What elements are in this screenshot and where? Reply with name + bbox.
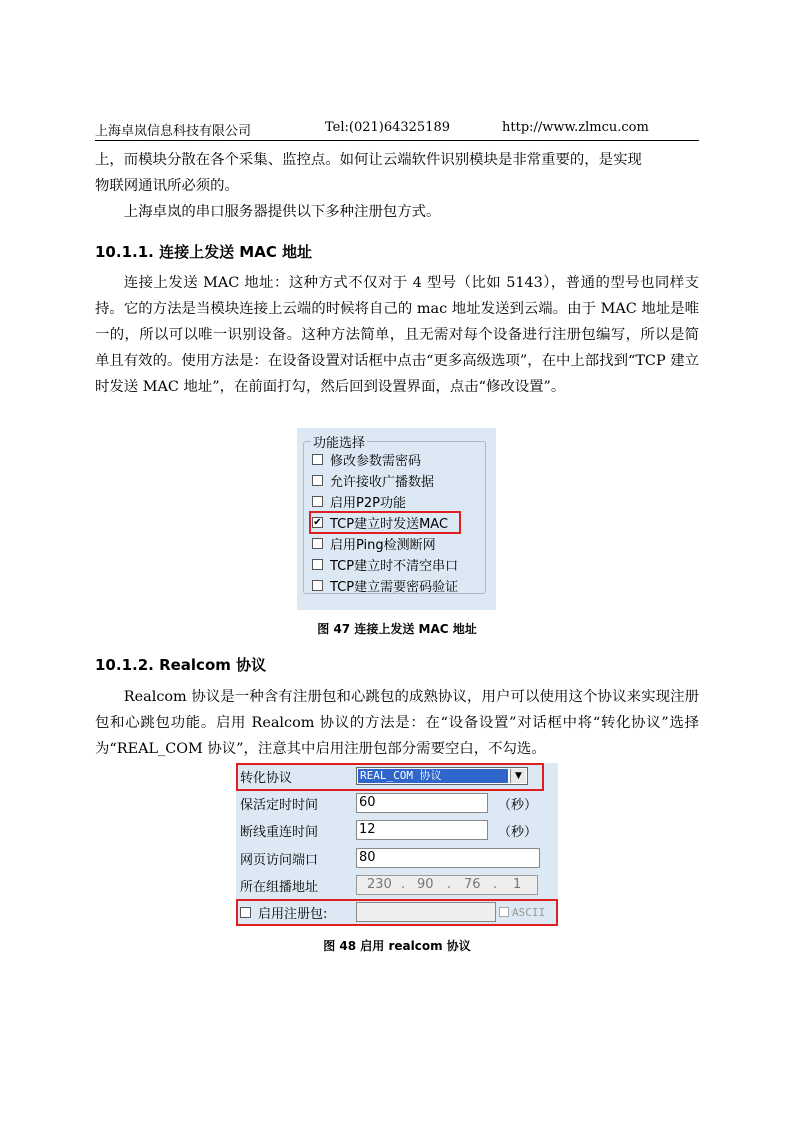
option-label: TCP建立时发送MAC bbox=[330, 517, 449, 532]
highlight-box bbox=[309, 511, 461, 534]
keepalive-label: 保活定时时间 bbox=[240, 798, 319, 813]
section-mac-body: 连接上发送 MAC 地址：这种方式不仅对于 4 型号（比如 5143），普通的型号也同样支持。它的方法是当模块连接上云端的时候将自己的 mac 地址发送到云端。由于 MAC 地址是唯一的，所以可以唯一识别设备。这种方法简单，且无需对每个设备进行注册包编写，所以是简单且有效的。使用方法是：在设备设置对话框中点击“更多高级选项”，在中上部找到“TCP 建立时发送 MAC 地址”，在前面打勾，然后回到设置界面，点击“修改设置”。 bbox=[95, 275, 699, 395]
checkbox-icon[interactable] bbox=[312, 580, 323, 591]
option-label: TCP建立时不清空串口 bbox=[330, 559, 459, 574]
option-password-verify[interactable] bbox=[312, 576, 458, 595]
header-url: http://www.zlmcu.com bbox=[502, 120, 649, 135]
header-company: 上海卓岚信息科技有限公司 bbox=[95, 124, 252, 139]
ip-octet-3: 76 bbox=[464, 877, 481, 892]
webport-input[interactable]: 80 bbox=[356, 848, 540, 868]
protocol-selected-value: REAL_COM 协议 bbox=[358, 769, 508, 783]
page-header bbox=[95, 120, 699, 138]
keepalive-input[interactable]: 60 bbox=[356, 793, 488, 813]
webport-label: 网页访问端口 bbox=[240, 853, 319, 868]
figure-47-caption: 图 47 连接上发送 MAC 地址 bbox=[317, 622, 477, 636]
protocol-label: 转化协议 bbox=[240, 771, 293, 786]
multicast-ip-input[interactable]: 230 . 90 . 76 . 1 bbox=[356, 875, 538, 895]
register-label: 启用注册包: bbox=[258, 906, 328, 922]
chevron-down-icon[interactable]: ▼ bbox=[510, 769, 526, 783]
section-heading-mac: 10.1.1. 连接上发送 MAC 地址 bbox=[95, 243, 313, 261]
ascii-label: ASCII bbox=[512, 905, 546, 919]
intro-line-2: 物联网通讯所必须的。 bbox=[95, 178, 239, 194]
intro-line-1: 上，而模块分散在各个采集、监控点。如何让云端软件识别模块是非常重要的，是实现 bbox=[95, 152, 642, 168]
highlight-box-register bbox=[236, 899, 558, 926]
multicast-label: 所在组播地址 bbox=[240, 880, 319, 895]
reconnect-input[interactable]: 12 bbox=[356, 820, 488, 840]
checkbox-icon[interactable] bbox=[312, 475, 323, 486]
intro-paragraph-2: 上海卓岚的串口服务器提供以下多种注册包方式。 bbox=[123, 204, 441, 220]
ip-octet-4: 1 bbox=[513, 877, 522, 892]
option-label: TCP建立需要密码验证 bbox=[330, 580, 459, 595]
option-keep-serial[interactable] bbox=[312, 555, 458, 574]
option-ping-detect[interactable] bbox=[312, 534, 436, 553]
figure-48-realcom-settings bbox=[236, 763, 558, 925]
option-enable-p2p[interactable] bbox=[312, 492, 406, 511]
reconnect-unit: （秒） bbox=[498, 825, 538, 840]
checkbox-icon[interactable] bbox=[312, 538, 323, 549]
option-label: 允许接收广播数据 bbox=[330, 475, 435, 490]
option-label: 启用P2P功能 bbox=[330, 496, 406, 511]
checkbox-icon[interactable] bbox=[312, 454, 323, 465]
reconnect-label: 断线重连时间 bbox=[240, 825, 319, 840]
ip-octet-2: 90 bbox=[417, 877, 434, 892]
ip-octet-1: 230 bbox=[367, 877, 392, 892]
section-realcom-body: Realcom 协议是一种含有注册包和心跳包的成熟协议，用户可以使用这个协议来实现注册包和心跳包功能。启用 Realcom 协议的方法是：在“设备设置”对话框中将“转化协议”选择为“REAL_COM 协议”，注意其中启用注册包部分需要空白，不勾选。 bbox=[95, 689, 699, 757]
option-password-modify[interactable] bbox=[312, 450, 421, 469]
checkbox-checked-icon[interactable]: ✔ bbox=[313, 517, 322, 528]
function-group-title: 功能选择 bbox=[313, 436, 366, 451]
header-divider bbox=[95, 140, 699, 141]
checkbox-icon[interactable] bbox=[312, 496, 323, 507]
figure-47-function-options bbox=[297, 428, 496, 610]
header-tel: Tel:(021)64325189 bbox=[325, 120, 451, 135]
keepalive-unit: （秒） bbox=[498, 798, 538, 813]
section-heading-realcom: 10.1.2. Realcom 协议 bbox=[95, 656, 267, 674]
option-label: 启用Ping检测断网 bbox=[330, 538, 436, 553]
highlight-box-protocol bbox=[236, 763, 544, 791]
checkbox-icon[interactable] bbox=[312, 559, 323, 570]
option-allow-broadcast[interactable] bbox=[312, 471, 434, 490]
figure-48-caption: 图 48 启用 realcom 协议 bbox=[323, 939, 471, 953]
option-label: 修改参数需密码 bbox=[330, 454, 422, 469]
